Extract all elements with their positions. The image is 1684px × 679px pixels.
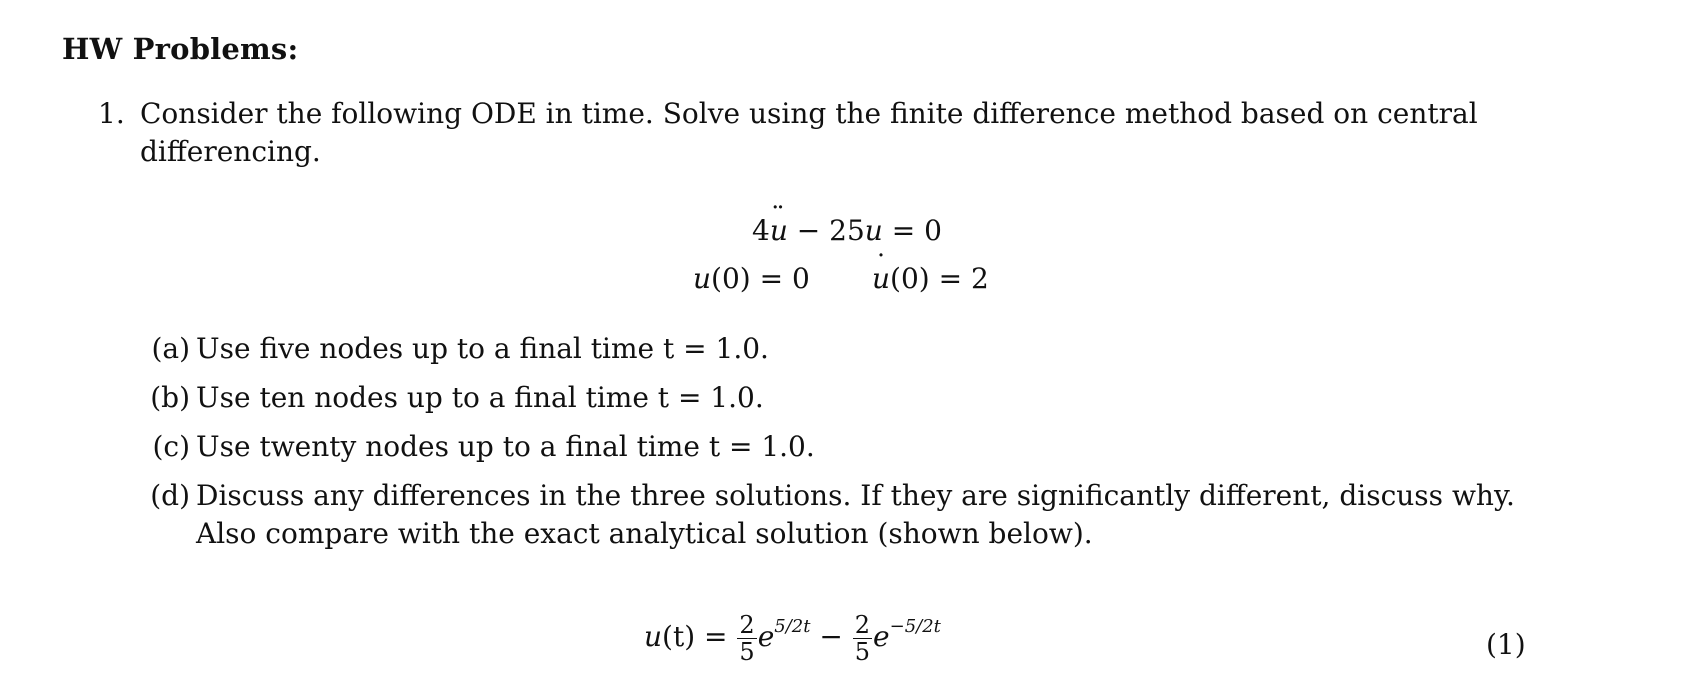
exponent-2: −5/2t bbox=[889, 616, 941, 637]
ode-var-u: u bbox=[864, 214, 883, 247]
sol-lhs-var: u bbox=[644, 620, 663, 653]
problem-parts bbox=[138, 330, 1538, 564]
fraction-1 bbox=[737, 612, 756, 665]
problem-statement: Consider the following ODE in time. Solve using the finite difference method based on central differencing. bbox=[140, 97, 1478, 168]
part-d bbox=[138, 477, 1538, 553]
exponent-1: 5/2t bbox=[774, 616, 811, 637]
sol-minus: − bbox=[810, 620, 852, 653]
part-label: (c) bbox=[152, 430, 190, 463]
exp-base-1: e bbox=[757, 620, 775, 653]
ode-coef-b: 25 bbox=[829, 214, 865, 247]
part-b bbox=[138, 379, 1538, 417]
fraction-1-numerator: 2 bbox=[739, 611, 755, 639]
part-a bbox=[138, 330, 1538, 368]
ic-u-text: (0) = 0 bbox=[711, 262, 810, 295]
ic-u-var: u bbox=[693, 262, 712, 295]
part-text: Use twenty nodes up to a final time t = 1.0. bbox=[196, 430, 815, 463]
fraction-2-denominator: 5 bbox=[854, 638, 871, 666]
initial-condition-u bbox=[693, 262, 810, 295]
part-label: (d) bbox=[150, 479, 190, 512]
part-label: (a) bbox=[151, 332, 190, 365]
part-text: Discuss any differences in the three solutions. If they are significantly different, discuss why. Also compare with the exact analytical solution (shown below). bbox=[196, 479, 1515, 550]
exact-solution bbox=[644, 612, 941, 665]
problem-number: 1. bbox=[98, 97, 125, 130]
ode-minus: − bbox=[787, 214, 830, 247]
part-c bbox=[138, 428, 1538, 466]
ode-coef-a: 4 bbox=[752, 214, 770, 247]
u-dot: ˙ u bbox=[872, 262, 890, 295]
sol-equals: = bbox=[695, 620, 737, 653]
part-text: Use ten nodes up to a final time t = 1.0. bbox=[196, 381, 764, 414]
equation-number: (1) bbox=[1486, 628, 1526, 661]
ode-equation bbox=[752, 214, 942, 247]
part-text: Use five nodes up to a final time t = 1.0. bbox=[196, 332, 769, 365]
sol-lhs-arg: (t) bbox=[662, 620, 696, 653]
u-double-dot: ¨ u bbox=[770, 214, 788, 247]
fraction-2-numerator: 2 bbox=[854, 611, 871, 639]
fraction-1-denominator: 5 bbox=[739, 638, 755, 666]
part-label: (b) bbox=[150, 381, 190, 414]
problem-1 bbox=[98, 95, 1538, 171]
section-heading: HW Problems: bbox=[62, 32, 299, 66]
exp-base-2: e bbox=[873, 620, 890, 653]
ic-udot-text: (0) = 2 bbox=[890, 262, 989, 295]
fraction-2 bbox=[853, 612, 872, 665]
ode-rhs: = 0 bbox=[882, 214, 942, 247]
initial-condition-udot bbox=[872, 262, 989, 295]
